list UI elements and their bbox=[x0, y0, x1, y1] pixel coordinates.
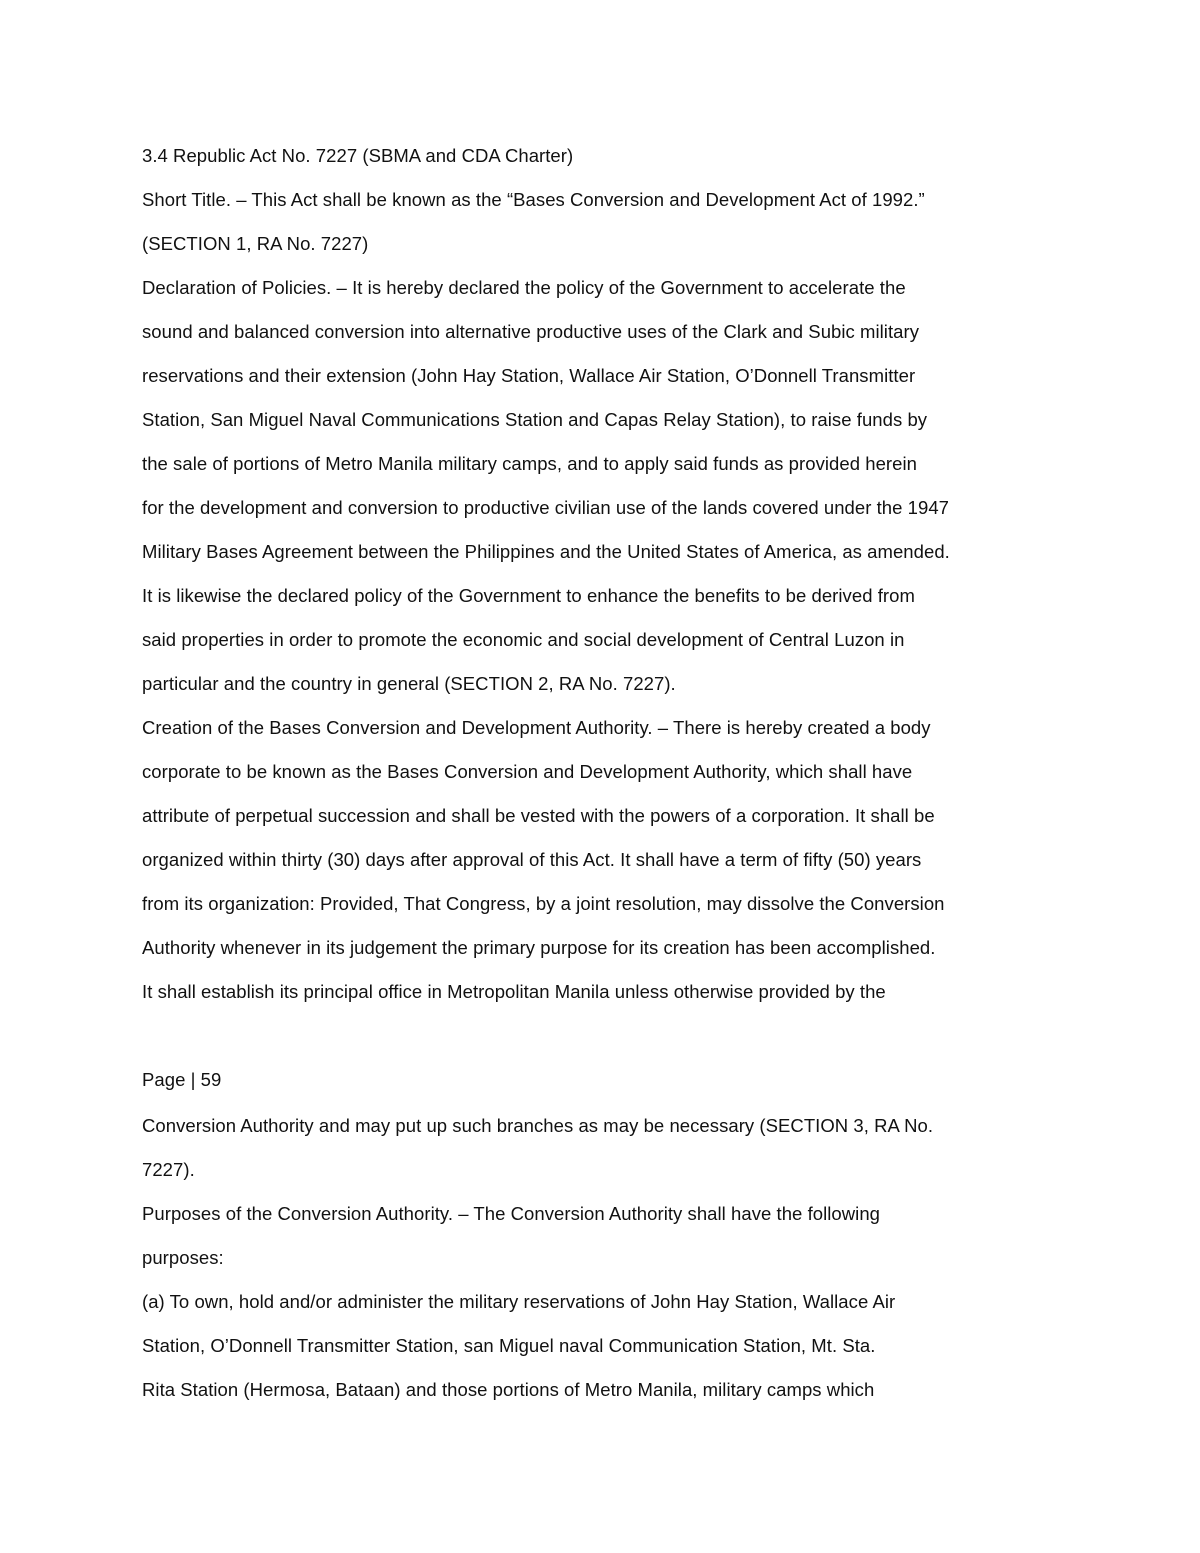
text-line: Purposes of the Conversion Authority. – The Conversion Authority shall have the following bbox=[142, 1203, 881, 1224]
text-line: reservations and their extension (John Hay Station, Wallace Air Station, O’Donnell Transmitter bbox=[142, 365, 916, 386]
text-line: said properties in order to promote the economic and social development of Central Luzon in bbox=[142, 629, 905, 650]
page-number: Page | 59 bbox=[142, 1069, 222, 1090]
text-line: organized within thirty (30) days after approval of this Act. It shall have a term of fifty (50) years bbox=[142, 849, 922, 870]
text-line: particular and the country in general (SECTION 2, RA No. 7227). bbox=[142, 673, 676, 694]
text-line: Short Title. – This Act shall be known as the “Bases Conversion and Development Act of 1992.” bbox=[142, 189, 925, 210]
section-heading: 3.4 Republic Act No. 7227 (SBMA and CDA Charter) bbox=[142, 145, 574, 166]
text-line: Authority whenever in its judgement the primary purpose for its creation has been accomplished. bbox=[142, 937, 936, 958]
text-line: Station, San Miguel Naval Communications Station and Capas Relay Station), to raise funds by bbox=[142, 409, 928, 430]
text-line: sound and balanced conversion into alternative productive uses of the Clark and Subic military bbox=[142, 321, 920, 342]
text-line: Creation of the Bases Conversion and Development Authority. – There is hereby created a body bbox=[142, 717, 931, 738]
text-line: corporate to be known as the Bases Conversion and Development Authority, which shall have bbox=[142, 761, 913, 782]
text-line: Conversion Authority and may put up such branches as may be necessary (SECTION 3, RA No. bbox=[142, 1115, 934, 1136]
text-line: 7227). bbox=[142, 1159, 195, 1180]
text-line: It shall establish its principal office in Metropolitan Manila unless otherwise provided by the bbox=[142, 981, 886, 1002]
text-line: from its organization: Provided, That Congress, by a joint resolution, may dissolve the Conversion bbox=[142, 893, 945, 914]
text-line: Declaration of Policies. – It is hereby declared the policy of the Government to accelerate the bbox=[142, 277, 906, 298]
text-line: for the development and conversion to productive civilian use of the lands covered under the 1947 bbox=[142, 497, 950, 518]
text-line: Station, O’Donnell Transmitter Station, san Miguel naval Communication Station, Mt. Sta. bbox=[142, 1335, 876, 1356]
text-line: attribute of perpetual succession and shall be vested with the powers of a corporation. It shall be bbox=[142, 805, 935, 826]
text-line: the sale of portions of Metro Manila military camps, and to apply said funds as provided herein bbox=[142, 453, 917, 474]
text-line: (a) To own, hold and/or administer the military reservations of John Hay Station, Wallace Air bbox=[142, 1291, 896, 1312]
text-line: Military Bases Agreement between the Philippines and the United States of America, as amended. bbox=[142, 541, 950, 562]
text-line: It is likewise the declared policy of the Government to enhance the benefits to be derived from bbox=[142, 585, 915, 606]
text-line: (SECTION 1, RA No. 7227) bbox=[142, 233, 369, 254]
text-line: purposes: bbox=[142, 1247, 224, 1268]
text-line: Rita Station (Hermosa, Bataan) and those portions of Metro Manila, military camps which bbox=[142, 1379, 875, 1400]
